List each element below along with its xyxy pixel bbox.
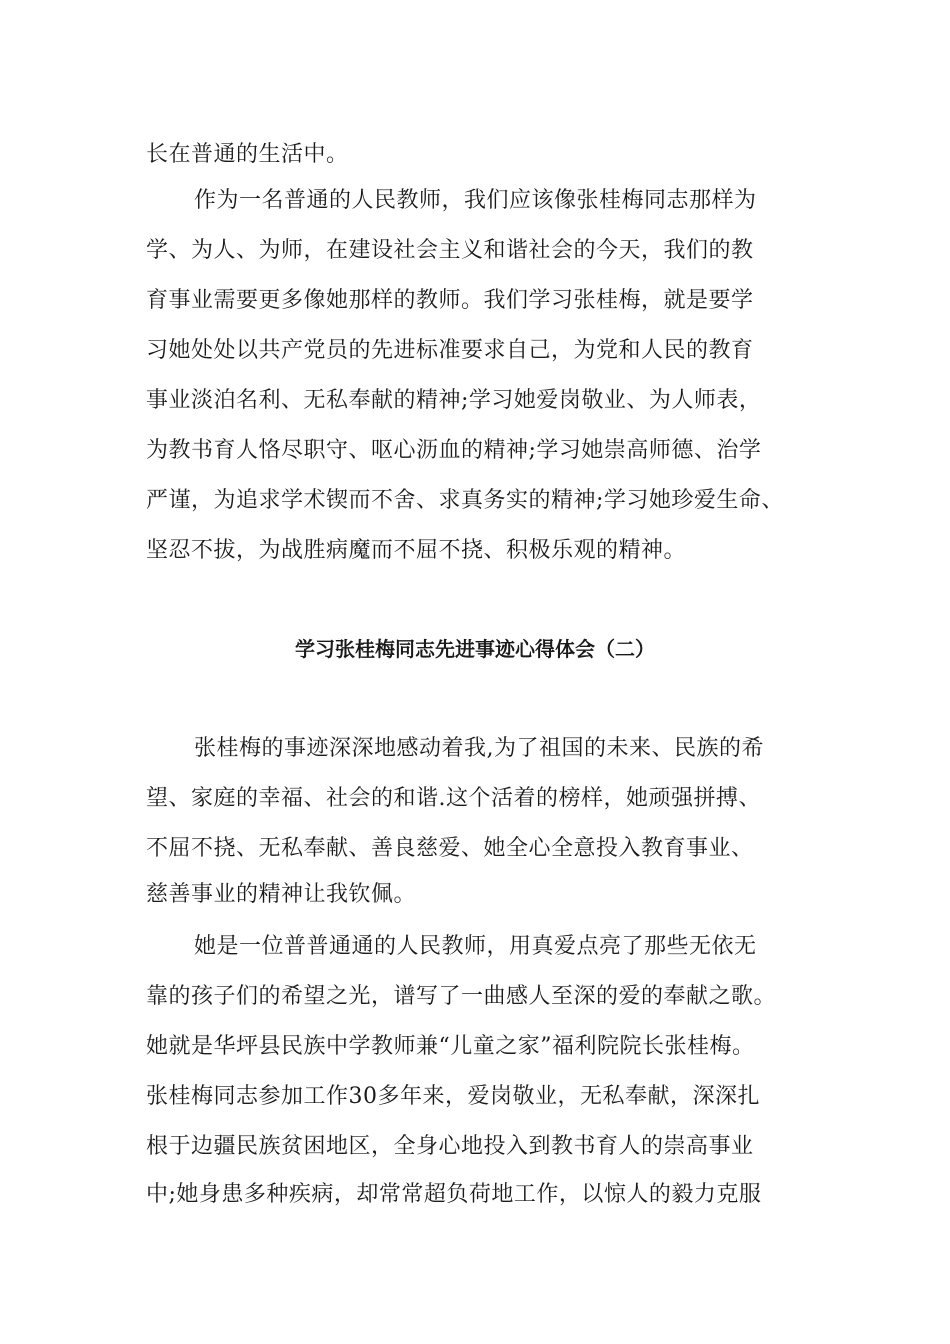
paragraph-line: 严谨，为追求学术锲而不舍、求真务实的精神;学习她珍爱生命、 — [146, 488, 784, 513]
paragraph-line: 不屈不挠、无私奉献、善良慈爱、她全心全意投入教育事业、 — [146, 836, 754, 861]
paragraph-line: 根于边疆民族贫困地区，全身心地投入到教书育人的崇高事业 — [146, 1134, 754, 1159]
paragraph-line: 育事业需要更多像她那样的教师。我们学习张桂梅，就是要学 — [146, 288, 754, 313]
paragraph-line: 习她处处以共产党员的先进标准要求自己，为党和人民的教育 — [146, 338, 754, 363]
paragraph-line: 张桂梅同志参加工作30多年来，爱岗敬业，无私奉献，深深扎 — [146, 1084, 760, 1109]
paragraph-line: 靠的孩子们的希望之光，谱写了一曲感人至深的爱的奉献之歌。 — [146, 984, 777, 1009]
paragraph-line: 学、为人、为师，在建设社会主义和谐社会的今天，我们的教 — [146, 238, 754, 263]
paragraph-line: 事业淡泊名利、无私奉献的精神;学习她爱岗敬业、为人师表， — [146, 388, 762, 413]
section-heading: 学习张桂梅同志先进事迹心得体会（二） — [295, 637, 655, 661]
paragraph-line: 慈善事业的精神让我钦佩。 — [146, 882, 417, 907]
paragraph-line: 作为一名普通的人民教师，我们应该像张桂梅同志那样为 — [194, 188, 757, 213]
paragraph-line: 中;她身患多种疾病，却常常超负荷地工作，以惊人的毅力克服 — [146, 1182, 762, 1207]
paragraph-line: 望、家庭的幸福、社会的和谐.这个活着的榜样，她顽强拼搏、 — [146, 786, 761, 811]
paragraph-line: 坚忍不拔，为战胜病魔而不屈不挠、积极乐观的精神。 — [146, 538, 687, 563]
paragraph-line: 为教书育人恪尽职守、呕心沥血的精神;学习她崇高师德、治学 — [146, 438, 762, 463]
paragraph-line: 她就是华坪县民族中学教师兼“儿童之家”福利院院长张桂梅。 — [146, 1034, 755, 1059]
paragraph-line: 她是一位普普通通的人民教师，用真爱点亮了那些无依无 — [194, 934, 757, 959]
paragraph-line: 长在普通的生活中。 — [146, 142, 349, 167]
paragraph-line: 张桂梅的事迹深深地感动着我,为了祖国的未来、民族的希 — [194, 736, 764, 761]
